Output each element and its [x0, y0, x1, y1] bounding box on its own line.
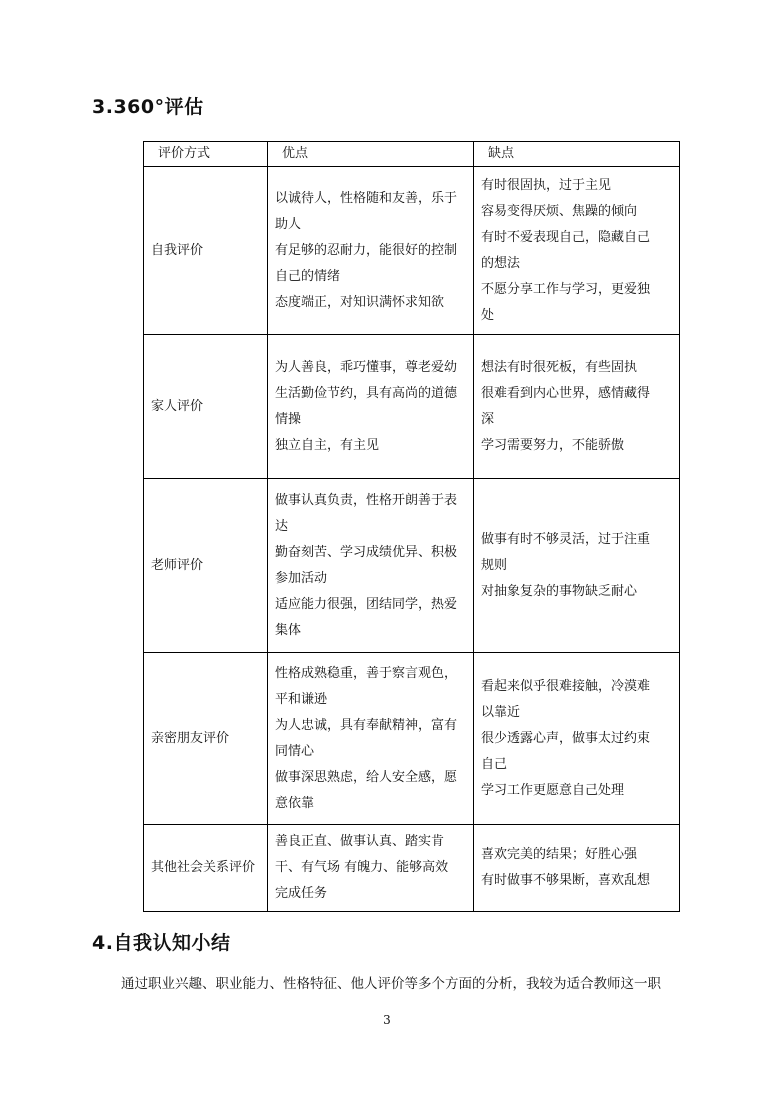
- section-3-heading: 3.360°评估: [92, 96, 204, 118]
- header-cons: 缺点: [474, 142, 680, 167]
- evaluation-method: 亲密朋友评价: [144, 653, 268, 825]
- header-pros: 优点: [268, 142, 474, 167]
- cons-line: 的想法: [481, 255, 521, 271]
- pros-cell: [268, 335, 474, 479]
- pros-line: 做事认真负责，性格开朗善于表: [275, 492, 458, 508]
- pros-line: 干、有气场 有魄力、能够高效: [275, 860, 449, 875]
- pros-line: 参加活动: [275, 570, 328, 586]
- cons-line: 很少透露心声，做事太过约束: [481, 730, 651, 746]
- cons-line: 有时不爱表现自己，隐藏自己: [481, 229, 651, 245]
- cons-line: 深: [481, 411, 495, 427]
- cons-line: 容易变得厌烦、焦躁的倾向: [481, 203, 638, 219]
- cons-line: 有时很固执，过于主见: [481, 177, 612, 193]
- evaluation-method: 其他社会关系评价: [144, 825, 268, 912]
- cons-line: 不愿分享工作与学习，更爱独: [481, 281, 651, 297]
- pros-line: 独立自主，有主见: [275, 437, 380, 453]
- cons-cell: [474, 335, 680, 479]
- pros-line: 适应能力很强，团结同学，热爱: [275, 596, 458, 612]
- cons-line: 学习需要努力，不能骄傲: [481, 437, 625, 453]
- pros-line: 情操: [275, 411, 302, 427]
- table-row: [144, 825, 680, 912]
- pros-line: 做事深思熟虑，给人安全感，愿: [275, 769, 458, 785]
- cons-line: 喜欢完美的结果；好胜心强: [481, 847, 638, 862]
- section-4-heading: 4.自我认知小结: [92, 932, 231, 954]
- pros-line: 态度端正，对知识满怀求知欲: [275, 294, 445, 310]
- cons-line: 自己: [481, 756, 508, 772]
- pros-line: 性格成熟稳重，善于察言观色，: [275, 665, 458, 681]
- cons-cell: [474, 653, 680, 825]
- pros-line: 自己的情绪: [275, 268, 341, 284]
- cons-line: 处: [481, 307, 495, 323]
- header-method: 评价方式: [144, 142, 268, 167]
- cons-line: 看起来似乎很难接触，冷漠难: [481, 678, 651, 694]
- cons-line: 对抽象复杂的事物缺乏耐心: [481, 583, 638, 599]
- pros-line: 勤奋刻苦、学习成绩优异、积极: [275, 544, 458, 560]
- pros-line: 集体: [275, 622, 302, 638]
- page-number: 3: [383, 1013, 391, 1027]
- pros-cell: [268, 653, 474, 825]
- cons-line: 规则: [481, 557, 508, 573]
- pros-cell: [268, 825, 474, 912]
- pros-line: 同情心: [275, 743, 315, 759]
- cons-line: 做事有时不够灵活，过于注重: [481, 531, 651, 547]
- pros-cell: [268, 167, 474, 335]
- table-row: [144, 167, 680, 335]
- pros-line: 平和谦逊: [275, 691, 328, 707]
- table-row: [144, 653, 680, 825]
- pros-cell: [268, 479, 474, 653]
- cons-line: 学习工作更愿意自己处理: [481, 782, 625, 798]
- pros-line: 有足够的忍耐力，能很好的控制: [275, 242, 458, 258]
- cons-cell: [474, 825, 680, 912]
- evaluation-method: 家人评价: [144, 335, 268, 479]
- cons-line: 以靠近: [481, 704, 521, 720]
- pros-line: 以诚待人，性格随和友善，乐于: [275, 190, 458, 206]
- pros-line: 达: [275, 518, 289, 534]
- cons-cell: [474, 167, 680, 335]
- cons-line: 很难看到内心世界，感情藏得: [481, 385, 651, 401]
- cons-line: 有时做事不够果断，喜欢乱想: [481, 873, 651, 888]
- summary-paragraph: 通过职业兴趣、职业能力、性格特征、他人评价等多个方面的分析，我较为适合教师这一职: [121, 976, 661, 992]
- table-header-row: [144, 142, 680, 167]
- evaluation-table: [143, 141, 680, 912]
- pros-line: 为人善良，乖巧懂事，尊老爱幼: [275, 359, 458, 375]
- pros-line: 生活勤俭节约，具有高尚的道德: [275, 385, 458, 401]
- pros-line: 助人: [275, 216, 302, 232]
- table-row: [144, 479, 680, 653]
- table-row: [144, 335, 680, 479]
- evaluation-method: 自我评价: [144, 167, 268, 335]
- pros-line: 善良正直、做事认真、踏实肯: [275, 834, 445, 849]
- pros-line: 为人忠诚，具有奉献精神，富有: [275, 717, 458, 733]
- pros-line: 意依靠: [275, 795, 315, 811]
- pros-line: 完成任务: [275, 886, 328, 901]
- cons-cell: [474, 479, 680, 653]
- evaluation-method: 老师评价: [144, 479, 268, 653]
- cons-line: 想法有时很死板，有些固执: [481, 359, 638, 375]
